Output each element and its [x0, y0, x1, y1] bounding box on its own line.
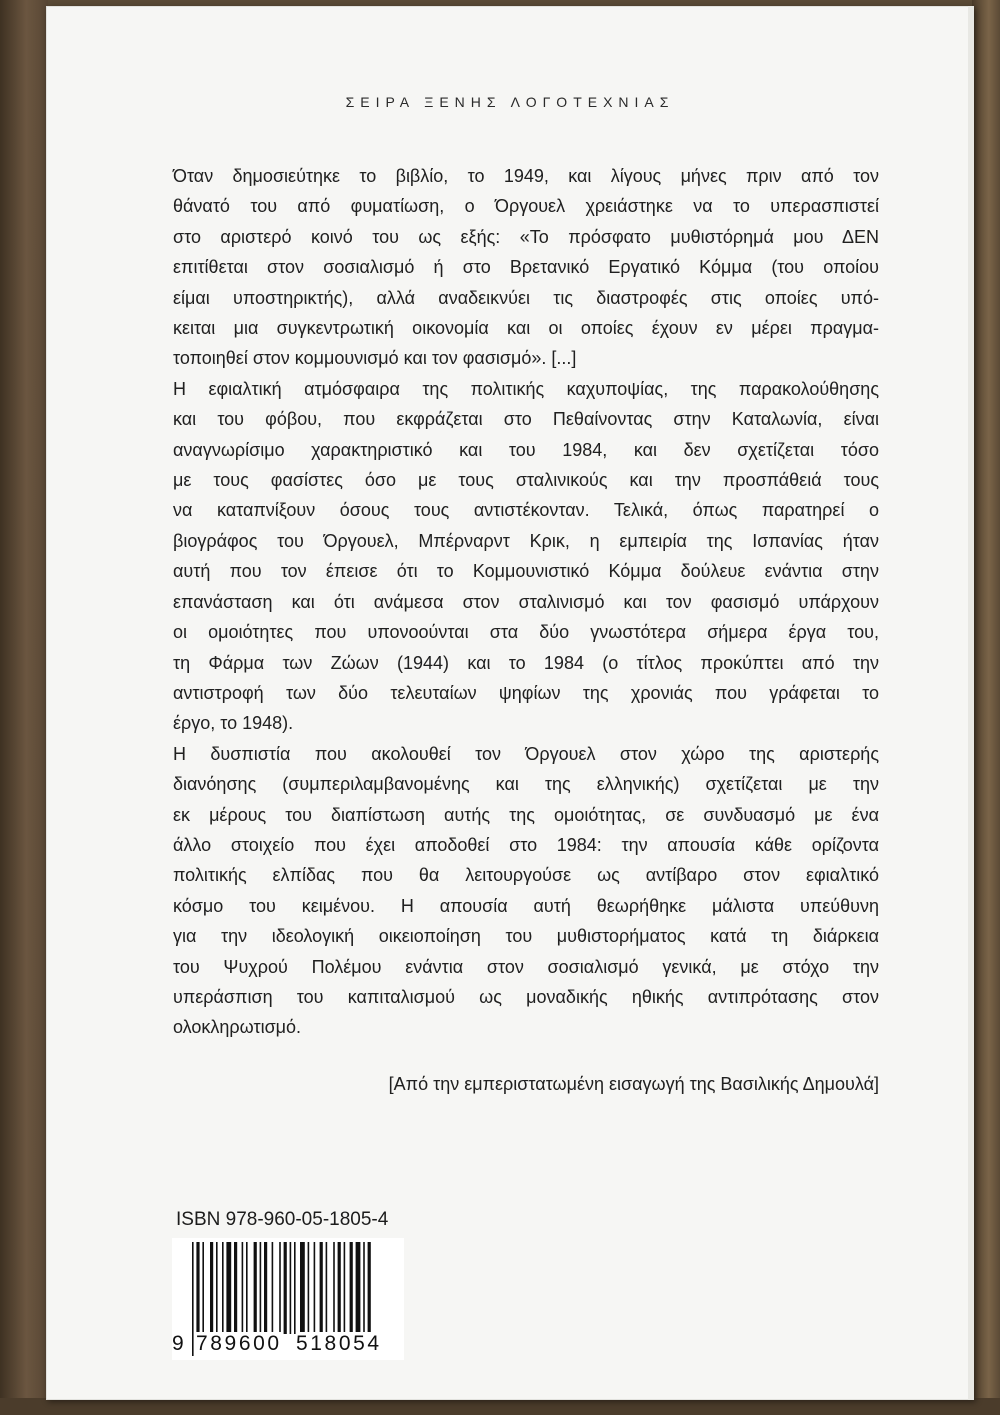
cover-spine-edge [968, 6, 974, 1400]
blurb-line: πολιτικής ελπίδας που θα λειτουργούσε ως αντίβαρο στον εφιαλτικό [173, 865, 879, 886]
barcode-bar [242, 1242, 244, 1334]
blurb-text [173, 161, 879, 1043]
blurb-line: εκ μέρους του διαπίστωση αυτής της ομοιότητας, σε συνδυασμό με ένα [173, 804, 879, 825]
table-surface-right [972, 0, 1000, 1415]
barcode-bar [260, 1242, 262, 1334]
barcode-bar [272, 1242, 274, 1334]
blurb-line: έργο, το 1948). [173, 713, 294, 734]
barcode-digits-left: 789600 [196, 1332, 282, 1355]
barcode-bar [363, 1242, 365, 1334]
blurb-line: επανάσταση και ότι ανάμεσα στον σταλινισμό και τον φασισμό υπάρχουν [173, 591, 879, 612]
blurb-line: με τους φασίστες όσο με τους σταλινικούς και την προσπάθειά τους [173, 470, 879, 491]
blurb-line: Η εφιαλτική ατμόσφαιρα της πολιτικής καχυποψίας, της παρακολούθησης [173, 378, 879, 399]
blurb-line: άλλο στοιχείο που έχει αποδοθεί στο 1984: την απουσία κάθε ορίζοντα [173, 834, 879, 855]
barcode-bar [284, 1242, 287, 1334]
barcode-bar [320, 1242, 323, 1334]
barcode-bar [254, 1242, 257, 1334]
barcode-bar [279, 1242, 281, 1334]
blurb-line: τοποιηθεί στον κομμουνισμό και τον φασισμό». [...] [173, 348, 577, 369]
barcode-digits-right: 518054 [296, 1332, 382, 1355]
barcode-bar [202, 1242, 204, 1334]
series-title: ΣΕΙΡΑ ΞΕΝΗΣ ΛΟΓΟΤΕΧΝΙΑΣ [345, 94, 675, 110]
barcode-bar [356, 1242, 361, 1334]
barcode-bar [308, 1242, 310, 1334]
table-surface-bottom [0, 1398, 1000, 1415]
book-back-cover [46, 6, 974, 1400]
blurb-line: θάνατό του από φυματίωση, ο Όργουελ χρειάστηκε να το υπερασπιστεί [173, 196, 879, 217]
isbn-label: ISBN 978-960-05-1805-4 [176, 1209, 389, 1230]
blurb-line: Όταν δημοσιεύτηκε το βιβλίο, το 1949, και λίγους μήνες πριν από τον [173, 166, 879, 186]
barcode-bar [300, 1242, 305, 1334]
blurb-line: διανόησης (συμπεριλαμβανομένης και της ελληνικής) σχετίζεται με την [173, 774, 879, 795]
blurb-line: κόσμο του κειμένου. Η απουσία αυτή θεωρήθηκε μάλιστα υπεύθυνη [173, 895, 879, 916]
blurb-line: να καταπνίξουν όσους τους αντιστέκονταν. Τελικά, όπως παρατηρεί ο [173, 500, 879, 521]
barcode-bar [344, 1242, 346, 1334]
barcode [172, 1238, 404, 1360]
barcode-bar [314, 1242, 316, 1334]
barcode-bar [338, 1242, 341, 1334]
blurb-line: κειται μια συγκεντρωτική οικονομία και οι οποίες έχουν εν μέρει πραγμα- [173, 318, 879, 339]
barcode-bar [326, 1242, 328, 1334]
blurb-line: είμαι υποστηρικτής), αλλά αναδεικνύει τις διαστροφές στις οποίες υπό- [173, 287, 879, 308]
blurb-line: αυτή που τον έπεισε ότι το Κομμουνιστικό Κόμμα δούλευε ενάντια στην [173, 561, 879, 582]
barcode-digits [172, 1330, 404, 1360]
blurb-attribution: [Από την εμπεριστατωμένη εισαγωγή της Βασιλικής Δημουλά] [388, 1074, 879, 1094]
blurb-line: για την ιδεολογική οικειοποίηση του μυθιστορήματος κατά τη διάρκεια [173, 926, 879, 947]
barcode-bar [264, 1242, 267, 1334]
table-surface-left [0, 0, 48, 1415]
blurb-line: επιτίθεται στον σοσιαλισμό ή στο Βρετανικό Εργατικό Κόμμα (του οποίου [173, 257, 879, 278]
barcode-bar [226, 1242, 231, 1334]
blurb-line: στο αριστερό κοινό του ως εξής: «Το πρόσφατο μυθιστόρημά μου ΔΕΝ [173, 226, 879, 247]
blurb-line: ολοκληρωτισμό. [173, 1017, 302, 1038]
barcode-bar [350, 1242, 353, 1334]
blurb-line: οι ομοιότητες που υπονοούνται στα δύο γνωστότερα σήμερα έργα του, [173, 622, 879, 643]
barcode-bar [333, 1242, 335, 1334]
blurb-line: Η δυσπιστία που ακολουθεί τον Όργουελ στον χώρο της αριστερής [173, 743, 879, 764]
blurb-line: τη Φάρμα των Ζώων (1944) και το 1984 (ο τίτλος προκύπτει από την [173, 652, 879, 673]
blurb-line: και του φόβου, που εκφράζεται στο Πεθαίνοντας στην Καταλωνία, είναι [173, 409, 879, 430]
blurb-line: βιογράφος του Όργουελ, Μπέρναρντ Κρικ, η εμπειρία της Ισπανίας ήταν [173, 530, 879, 551]
barcode-bar [290, 1242, 292, 1334]
blurb-line: του Ψυχρού Πολέμου ενάντια στον σοσιαλισμό γενικά, με στόχο την [173, 956, 879, 977]
barcode-bar [246, 1242, 248, 1334]
barcode-digit-first: 9 [172, 1332, 187, 1355]
barcode-bar [210, 1242, 213, 1334]
blurb-line: υπεράσπιση του καπιταλισμού ως μοναδικής ηθικής αντιπρότασης στον [173, 986, 879, 1007]
barcode-bar [222, 1242, 224, 1334]
barcode-bar [294, 1242, 296, 1334]
barcode-bar [234, 1242, 237, 1334]
blurb-line: αναγνωρίσιμο χαρακτηριστικό και του 1984, και δεν σχετίζεται τόσο [173, 439, 879, 460]
blurb-line: αντιστροφή των δύο τελευταίων ψηφίων της χρονιάς που γράφεται το [173, 682, 879, 703]
barcode-bar [216, 1242, 218, 1334]
